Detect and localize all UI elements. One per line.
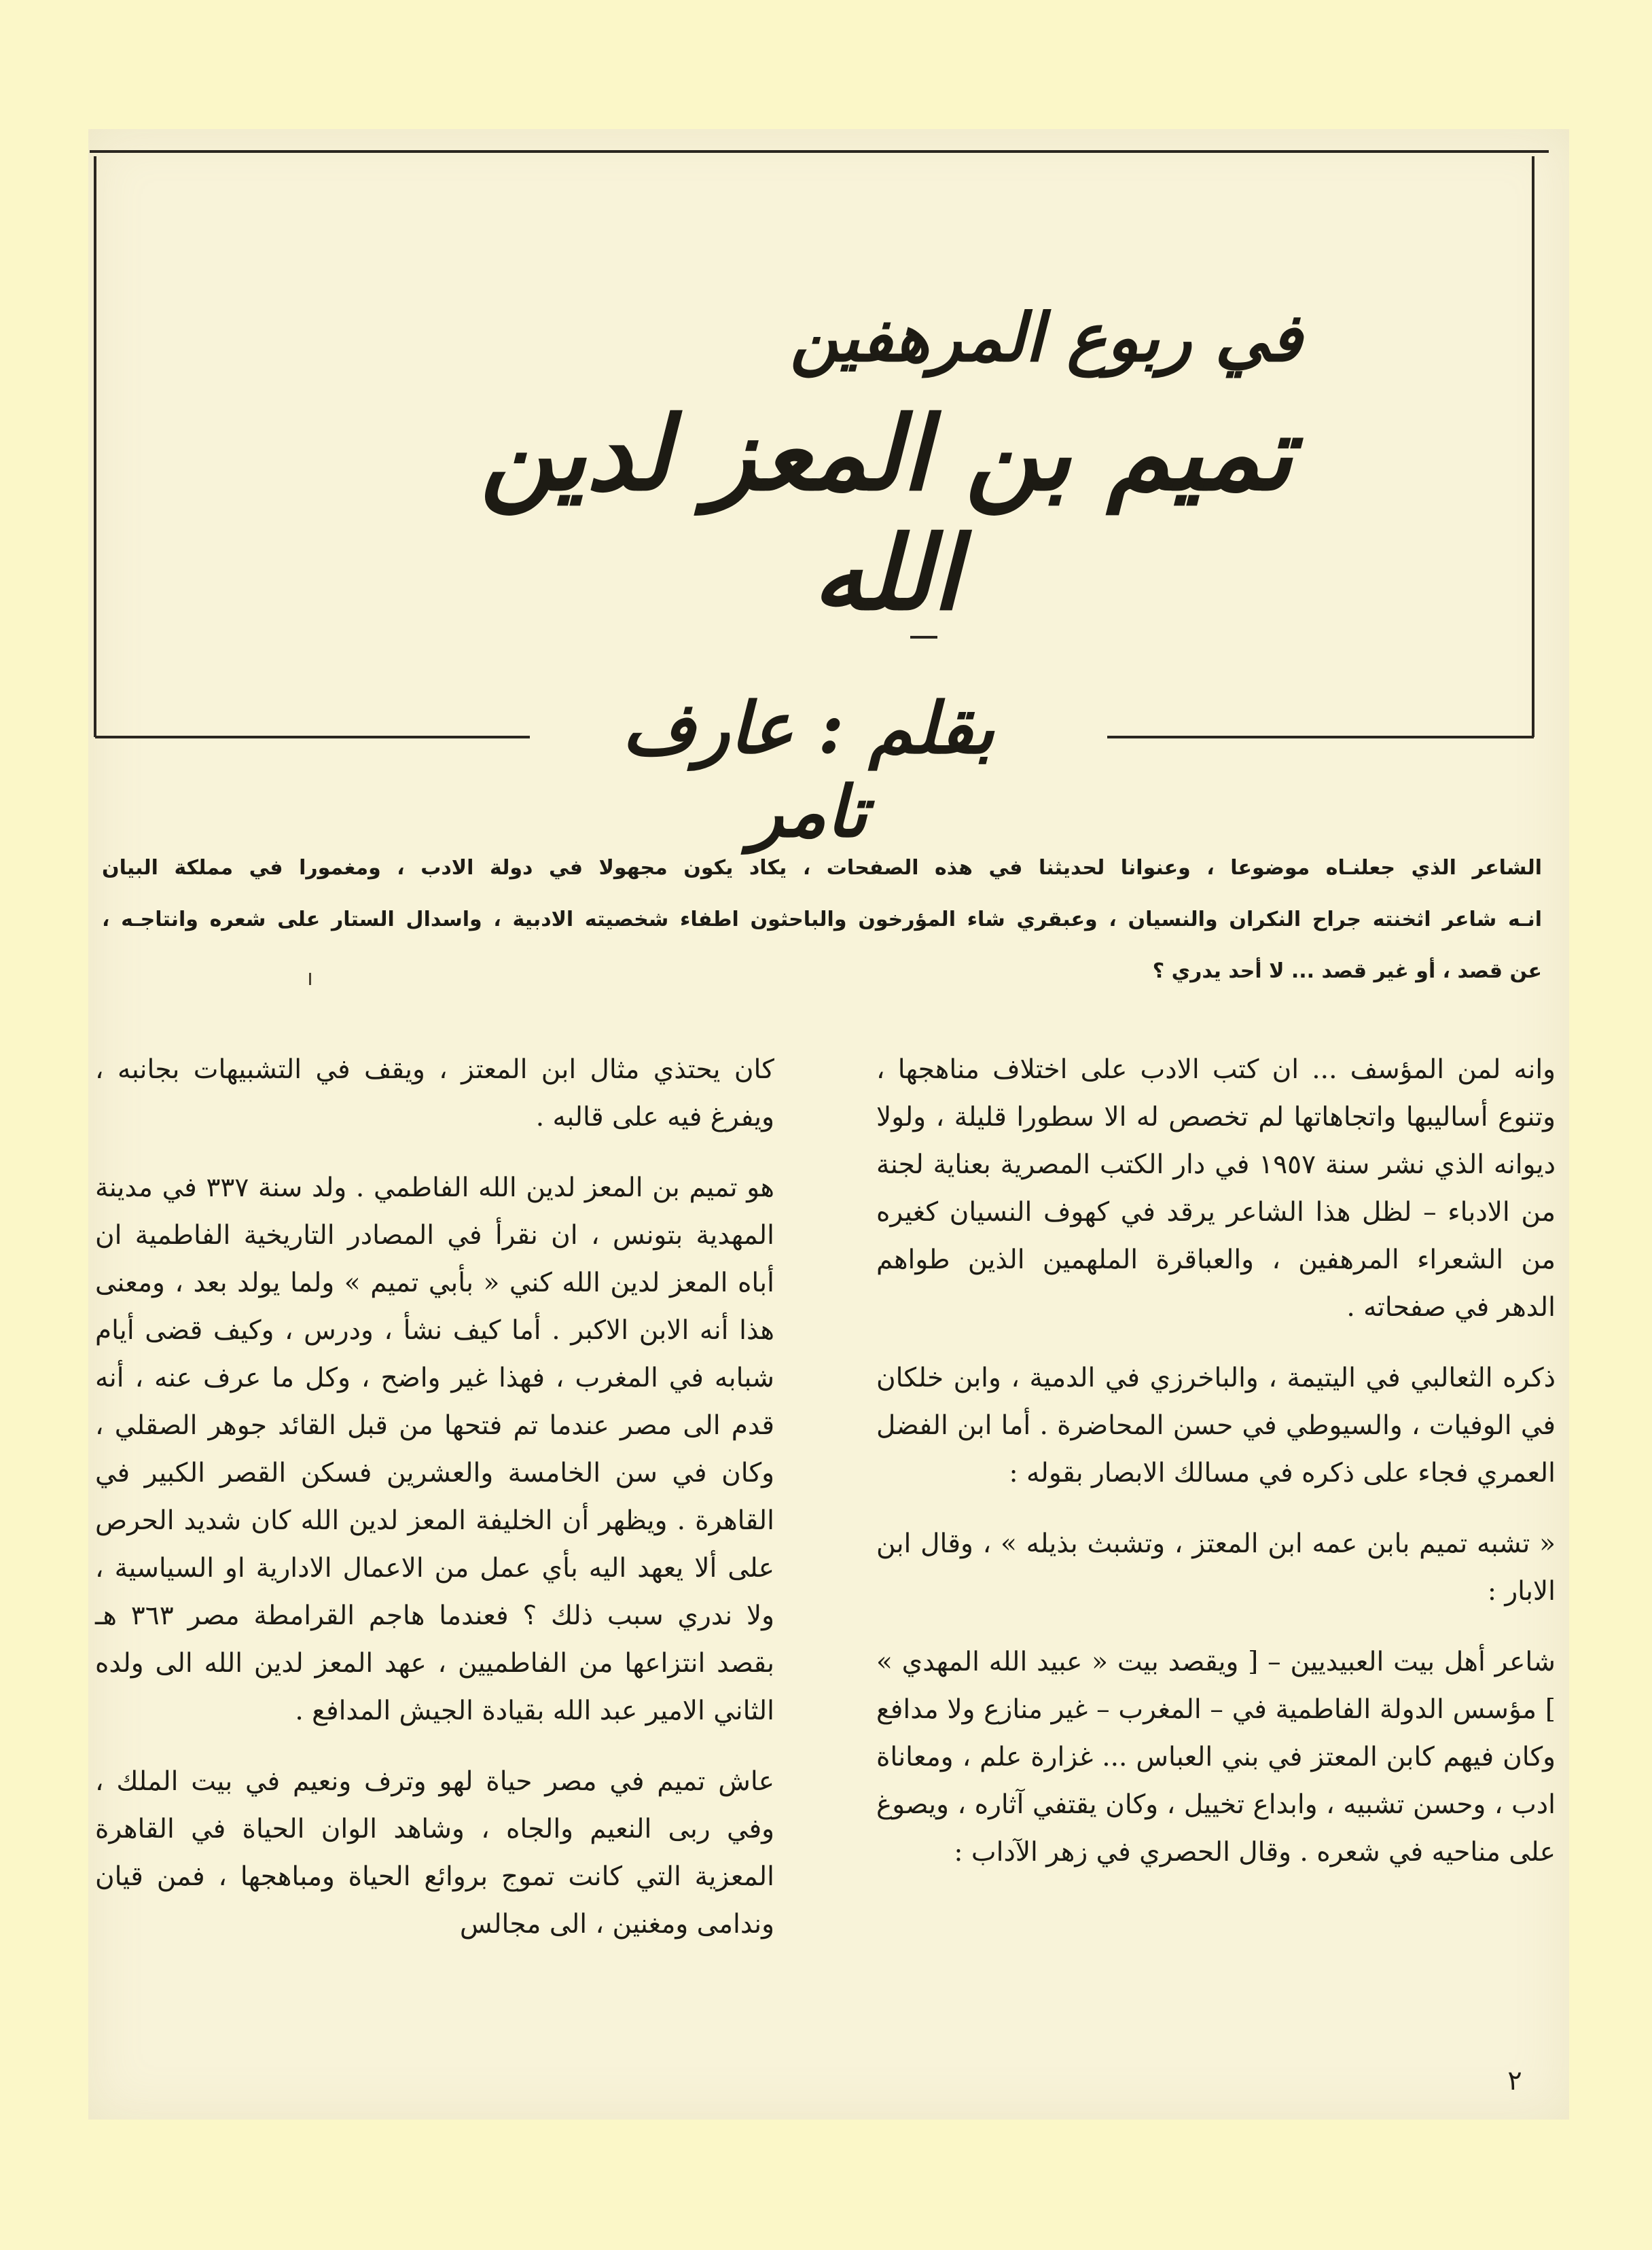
title-frame-top-rule [90, 150, 1549, 153]
quotation-paragraph: « تشبه تميم بابن عمه ابن المعتز ، وتشبث بذيله » ، وقال ابن الابار : [876, 1529, 1556, 1607]
paragraph: عاش تميم في مصر حياة لهو وترف ونعيم في بيت الملك ، وفي ربى النعيم والجاه ، وشاهد الوان الحياة في القاهرة المعزية التي كانت تموج بروائع الحياة ومباهجها ، فمن قيان وندامى ومغنين ، الى مجالس [95, 1766, 774, 1940]
paragraph: وانه لمن المؤسف ... ان كتب الادب على اختلاف مناهجها ، وتنوع أساليبها واتجاهاتها لم تخصص له الا سطورا قليلة ، ولولا ديوانه الذي نشر سنة ١٩٥٧ في دار الكتب المصرية بعناية لجنة من الادباء – لظل هذا الشاعر يرقد في كهوف النسيان كغيره من الشعراء المرهفين ، والعباقرة الملهمين الذين طواهم الدهر في صفحاته . [876, 1054, 1556, 1323]
paragraph: هو تميم بن المعز لدين الله الفاطمي . ولد سنة ٣٣٧ في مدينة المهدية بتونس ، ان نقرأ في المصادر التاريخية الفاطمية ان أباه المعز لدين الله كني « بأبي تميم » ولما يولد بعد ، ومعنى هذا أنه الابن الاكبر . أما كيف نشأ ، ودرس ، وكيف قضى أيام شبابه في المغرب ، فهذا غير واضح ، وكل ما عرف عنه ، أنه قدم الى مصر عندما تم فتحها من قبل القائد جوهر الصقلي ، وكان في سن الخامسة والعشرين فسكن القصر الكبير في القاهرة . ويظهر أن الخليفة المعز لدين الله كان شديد الحرص على ألا يعهد اليه بأي عمل من الاعمال الادارية او السياسية ، ولا ندري سبب ذلك ؟ فعندما هاجم القرامطة مصر ٣٦٣ هـ بقصد انتزاعها من الفاطميين ، عهد المعز لدين الله الى ولده الثاني الامير عبد الله بقيادة الجيش المدافع . [95, 1173, 774, 1726]
right-column [876, 1046, 1556, 1899]
intro-line: انـه شاعر اثخنته جراح النكران والنسيان ، وعبقري شاء المؤرخون والباحثون اطفاء شخصيته الادبية ، واسدال الستار على شعره وانتاجـه ، [102, 908, 1542, 931]
paragraph: كان يحتذي مثال ابن المعتز ، ويقف في التشبيهات بجانبه ، ويفرغ فيه على قالبه . [95, 1054, 774, 1132]
title-frame-bottom-left-rule [95, 736, 530, 738]
article-byline: بقلم : عارف تامر [622, 686, 994, 853]
article-supertitle: في ربوع المرهفين [790, 299, 1302, 377]
print-speck [309, 973, 311, 985]
paragraph: شاعر أهل بيت العبيديين – [ ويقصد بيت « عبيد الله المهدي » ] مؤسس الدولة الفاطمية في – المغرب – غير منازع ولا مدافع وكان فيهم كابن المعتز في بني العباس ... غزارة علم ، ومعاناة ادب ، وحسن تشبيه ، وابداع تخييل ، وكان يقتفي آثاره ، ويصوغ على مناحيه في شعره . وقال الحصري في زهر الآداب : [876, 1647, 1556, 1868]
page-number: ٢ [1507, 2065, 1522, 2096]
paragraph: ذكره الثعالبي في اليتيمة ، والباخرزي في الدمية ، وابن خلكان في الوفيات ، والسيوطي في حسن المحاضرة . أما ابن الفضل العمري فجاء على ذكره في مسالك الابصار بقوله : [876, 1363, 1556, 1488]
title-frame-left-rule [94, 156, 96, 737]
intro-line: الشاعر الذي جعلنـاه موضوعا ، وعنوانا لحديثنا في هذه الصفحات ، يكاد يكون مجهولا في دولة الادب ، ومغمورا في مملكة البيان [102, 856, 1542, 880]
intro-paragraph [102, 842, 1542, 999]
title-frame-right-rule [1532, 156, 1534, 737]
article-title: تميم بن المعز لدين الله [480, 394, 1293, 633]
intro-line: عن قصد ، أو غير قصد ... لا أحد يدري ؟ [1152, 959, 1542, 983]
left-column [95, 1046, 774, 1971]
title-frame-bottom-right-rule [1107, 736, 1534, 738]
title-dash-divider [910, 636, 937, 639]
